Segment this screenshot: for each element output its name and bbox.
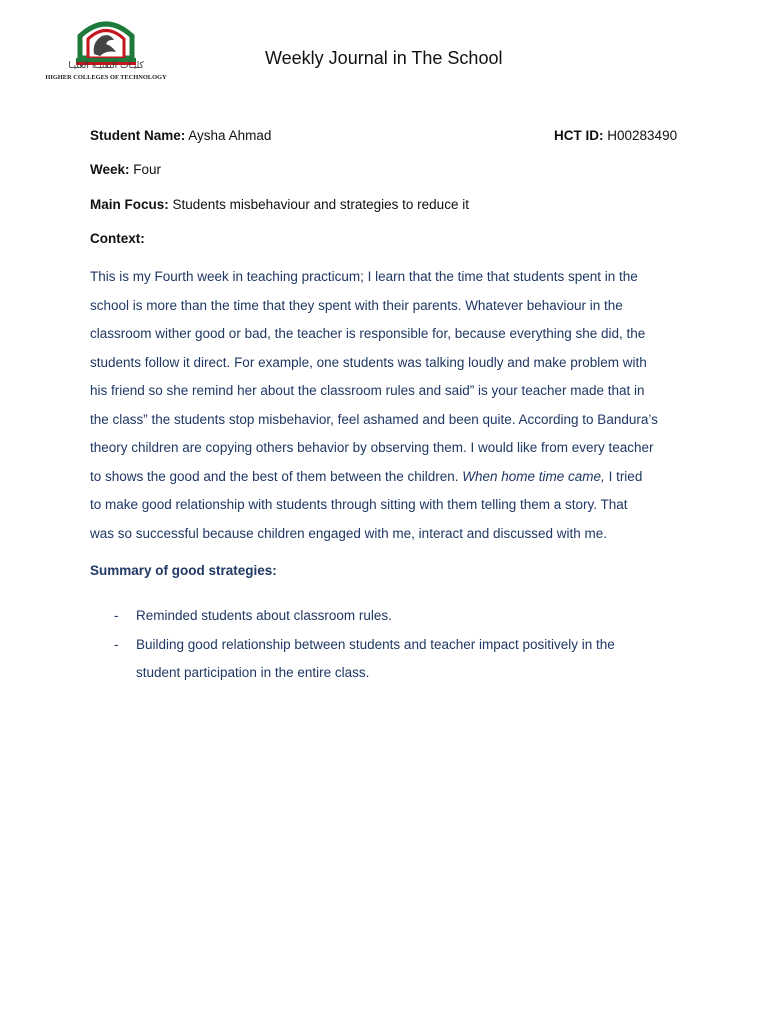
context-heading: [90, 231, 145, 246]
context-line: students follow it direct. For example, one students was talking loudly and make problem with: [90, 354, 647, 370]
list-item: [90, 631, 690, 688]
student-name-label: Student Name:: [90, 128, 186, 143]
hct-id-value: H00283490: [607, 128, 678, 143]
context-label: Context:: [90, 231, 145, 246]
strategies-list: [90, 602, 690, 688]
list-item-text: Reminded students about classroom rules.: [136, 608, 392, 623]
context-italic-phrase: When home time came,: [462, 468, 605, 484]
hct-id-row: [554, 128, 677, 143]
context-line: This is my Fourth week in teaching practicum; I learn that the time that students spent in the: [90, 269, 638, 284]
context-paragraph: [90, 263, 690, 548]
list-item-text: student participation in the entire class.: [136, 665, 370, 680]
hct-id-label: HCT ID:: [554, 128, 604, 143]
logo-arabic-text: كليـات التقنيـة العليـا: [68, 61, 144, 71]
context-line-start: to shows the good and the best of them between the children.: [90, 468, 463, 484]
bullet-dash: -: [114, 608, 119, 623]
context-line: the class” the students stop misbehavior, feel ashamed and been quite. According to Bandura’s: [90, 411, 658, 427]
context-line: school is more than the time that they spent with their parents. Whatever behaviour in the: [90, 297, 623, 313]
context-line: to make good relationship with students through sitting with them telling them a story. That: [90, 497, 628, 512]
context-line-mixed: [90, 463, 690, 492]
document-title: Weekly Journal in The School: [265, 48, 503, 68]
logo-english-text: HIGHER COLLEGES OF TECHNOLOGY: [45, 74, 167, 81]
week-value: Four: [133, 162, 162, 177]
student-name-value: Aysha Ahmad: [188, 128, 272, 143]
bullet-dash: -: [114, 636, 119, 652]
list-item-text: Building good relationship between students and teacher impact positively in the: [136, 636, 615, 652]
main-focus-value: Students misbehaviour and strategies to reduce it: [172, 197, 469, 212]
context-line-end: I tried: [604, 468, 643, 484]
week-row: [90, 162, 161, 177]
summary-heading: Summary of good strategies:: [90, 563, 277, 578]
list-item: [90, 602, 690, 631]
context-line: classroom wither good or bad, the teacher is responsible for, because everything she did, the: [90, 326, 646, 341]
context-line: theory children are copying others behavior by observing them. I would like from every teacher: [90, 440, 654, 455]
context-line: his friend so she remind her about the classroom rules and said” is your teacher made that in: [90, 383, 645, 398]
context-line: was so successful because children engaged with me, interact and discussed with me.: [90, 525, 608, 541]
main-focus-label: Main Focus:: [90, 197, 169, 212]
student-name-row: [90, 128, 271, 143]
week-label: Week:: [90, 162, 130, 177]
main-focus-row: [90, 197, 469, 212]
